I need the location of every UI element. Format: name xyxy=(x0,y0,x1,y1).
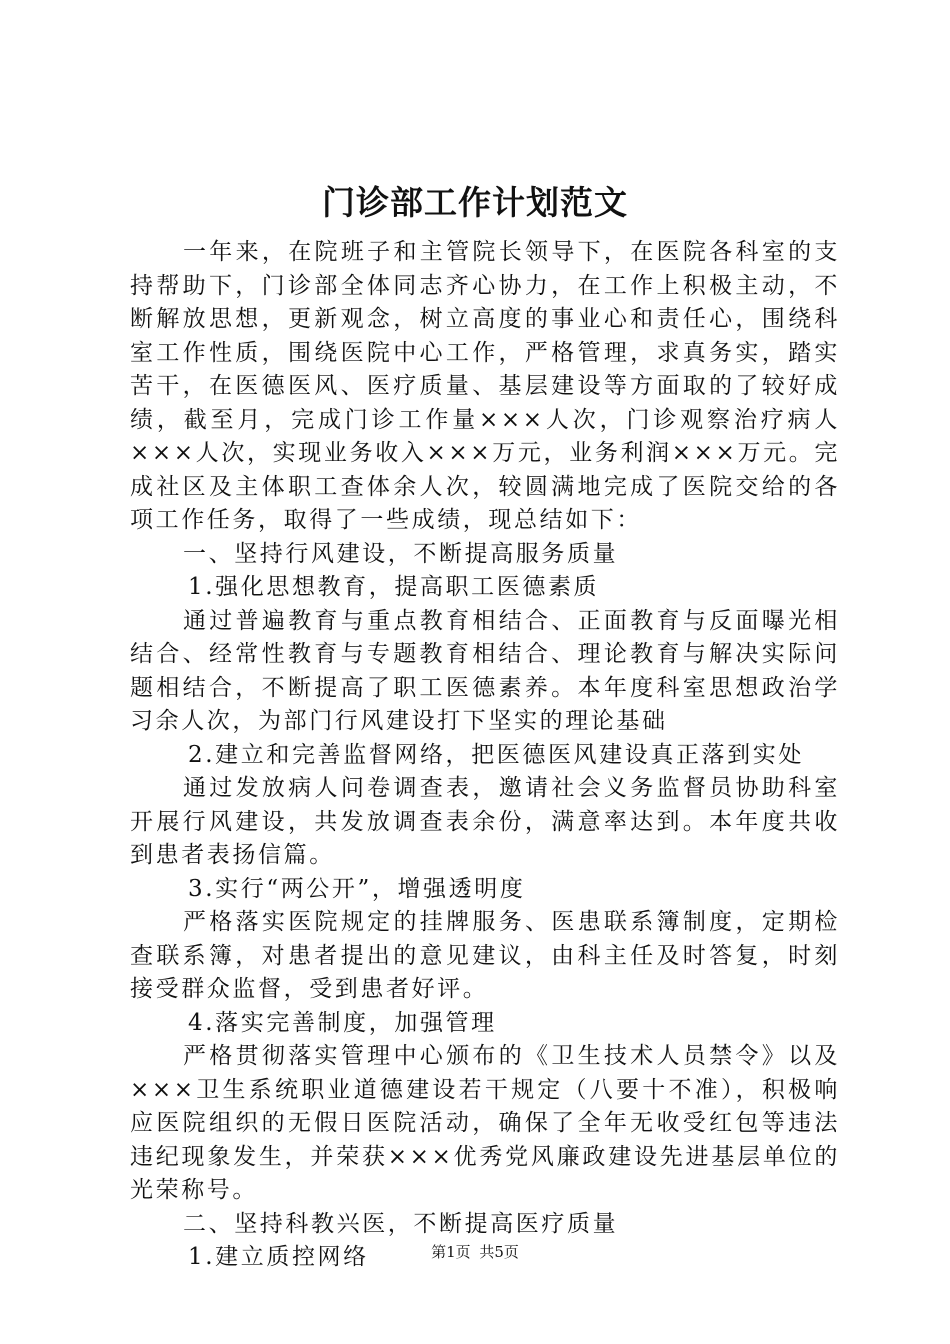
subsection-heading: 1.强化思想教育，提高职工医德素质 xyxy=(188,574,600,600)
section-heading: 二、坚持科教兴医，不断提高医疗质量 xyxy=(183,1210,619,1237)
section-heading: 一、坚持行风建设，不断提高服务质量 xyxy=(183,540,619,567)
paragraph: 一年来，在院班子和主管院长领导下，在医院各科室的支持帮助下，门诊部全体同志齐心协力，在工作上积极主动，不断解放思想，更新观念，树立高度的事业心和责任心，围绕科室工作性质，围绕医院中心工作，严格管理，求真务实，踏实苦干，在医德医风、医疗质量、基层建设等方面取的了较好成绩，截至月，完成门诊工作量×××人次，门诊观察治疗病人×××人次，实现业务收入×××万元，业务利润×××万元。完成社区及主体职工查体余人次，较圆满地完成了医院交给的各项工作任务，取得了一些成绩，现总结如下： xyxy=(130,239,840,533)
page-title: 门诊部工作计划范文 xyxy=(322,183,628,222)
document-body xyxy=(130,236,840,1275)
page-total: 共5页 xyxy=(479,1243,519,1261)
paragraph: 通过发放病人问卷调查表，邀请社会义务监督员协助科室开展行风建设，共发放调查表余份，满意率达到。本年度共收到患者表扬信篇。 xyxy=(130,775,840,868)
paragraph: 严格贯彻落实管理中心颁布的《卫生技术人员禁令》以及×××卫生系统职业道德建设若干规定（八要十不准），积极响应医院组织的无假日医院活动，确保了全年无收受红包等违法违纪现象发生，并荣获×××优秀党风廉政建设先进基层单位的光荣称号。 xyxy=(130,1043,840,1203)
page-number: 第1页 xyxy=(431,1243,471,1261)
subsection-heading: 1.建立质控网络 xyxy=(188,1244,369,1270)
subsection-heading: 3.实行“两公开”，增强透明度 xyxy=(188,875,526,902)
subsection-heading: 4.落实完善制度，加强管理 xyxy=(188,1009,497,1036)
subsection-heading: 2.建立和完善监督网络，把医德医风建设真正落到实处 xyxy=(188,741,804,768)
page-footer xyxy=(0,1242,950,1262)
paragraph: 通过普遍教育与重点教育相结合、正面教育与反面曝光相结合、经常性教育与专题教育相结合、理论教育与解决实际问题相结合，不断提高了职工医德素养。本年度科室思想政治学习余人次，为部门行风建设打下坚实的理论基础 xyxy=(130,607,840,734)
paragraph: 严格落实医院规定的挂牌服务、医患联系簿制度，定期检查联系簿，对患者提出的意见建议，由科主任及时答复，时刻接受群众监督，受到患者好评。 xyxy=(130,909,840,1002)
